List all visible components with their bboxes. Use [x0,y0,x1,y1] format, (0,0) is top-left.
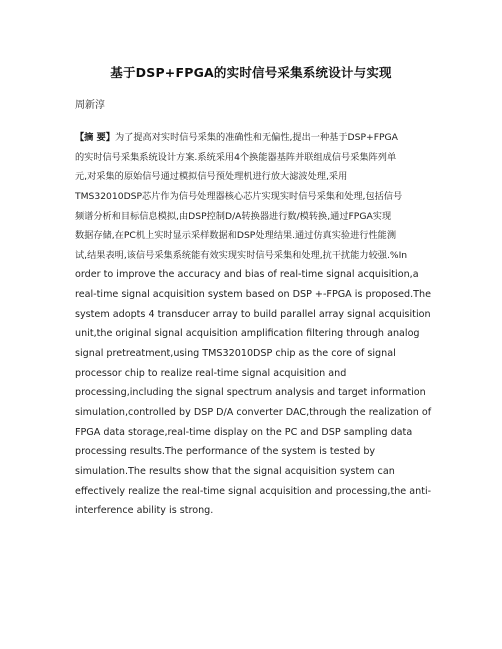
abstract-line: simulation.The results show that the signal acquisition system can [75,465,395,477]
author-name: 周新淳 [75,100,105,111]
abstract-line: processor chip to realize real-time signal acquisition and [75,367,347,379]
abstract-line: order to improve the accuracy and bias of real-time signal acquisition,a [75,269,419,281]
abstract [75,128,431,521]
abstract-line: 试,结果表明,该信号采集系统能有效实现实时信号采集和处理,抗干扰能力较强.%In [75,249,408,261]
paper-title: 基于DSP+FPGA的实时信号采集系统设计与实现 [110,65,392,80]
abstract-line [75,128,431,148]
abstract-line: effectively realize the real-time signal acquisition and processing,the anti- [75,485,432,497]
abstract-line: TMS32010DSP芯片作为信号处理器核心芯片实现实时信号采集和处理,包括信号 [75,190,403,202]
abstract-label: 【摘 要】 [75,132,115,143]
abstract-line: 频谱分析和目标信息模拟,由DSP控制D/A转换器进行数/模转换,通过FPGA实现 [75,210,392,222]
abstract-line: processing results.The performance of the system is tested by [75,446,376,458]
abstract-line: 的实时信号采集系统设计方案.系统采用4个换能器基阵并联组成信号采集阵列单 [75,151,397,163]
abstract-text: 为了提高对实时信号采集的准确性和无偏性,提出一种基于DSP+FPGA [114,132,398,143]
abstract-line: simulation,controlled by DSP D/A converter DAC,through the realization of [75,406,432,418]
abstract-line: FPGA data storage,real-time display on the PC and DSP sampling data [75,426,413,438]
abstract-line: real-time signal acquisition system based on DSP +-FPGA is proposed.The [75,289,432,301]
abstract-line: 数据存储,在PC机上实时显示采样数据和DSP处理结果.通过仿真实验进行性能测 [75,230,397,242]
abstract-line: unit,the original signal acquisition amplification filtering through analog [75,328,420,340]
abstract-line: processing,including the signal spectrum analysis and target information [75,387,426,399]
abstract-line: interference ability is strong. [75,505,214,517]
abstract-line: signal pretreatment,using TMS32010DSP chip as the core of signal [75,348,396,360]
abstract-line: 元,对采集的原始信号通过模拟信号预处理机进行放大滤波处理,采用 [75,171,348,183]
abstract-line: system adopts 4 transducer array to build parallel array signal acquisition [75,308,431,320]
